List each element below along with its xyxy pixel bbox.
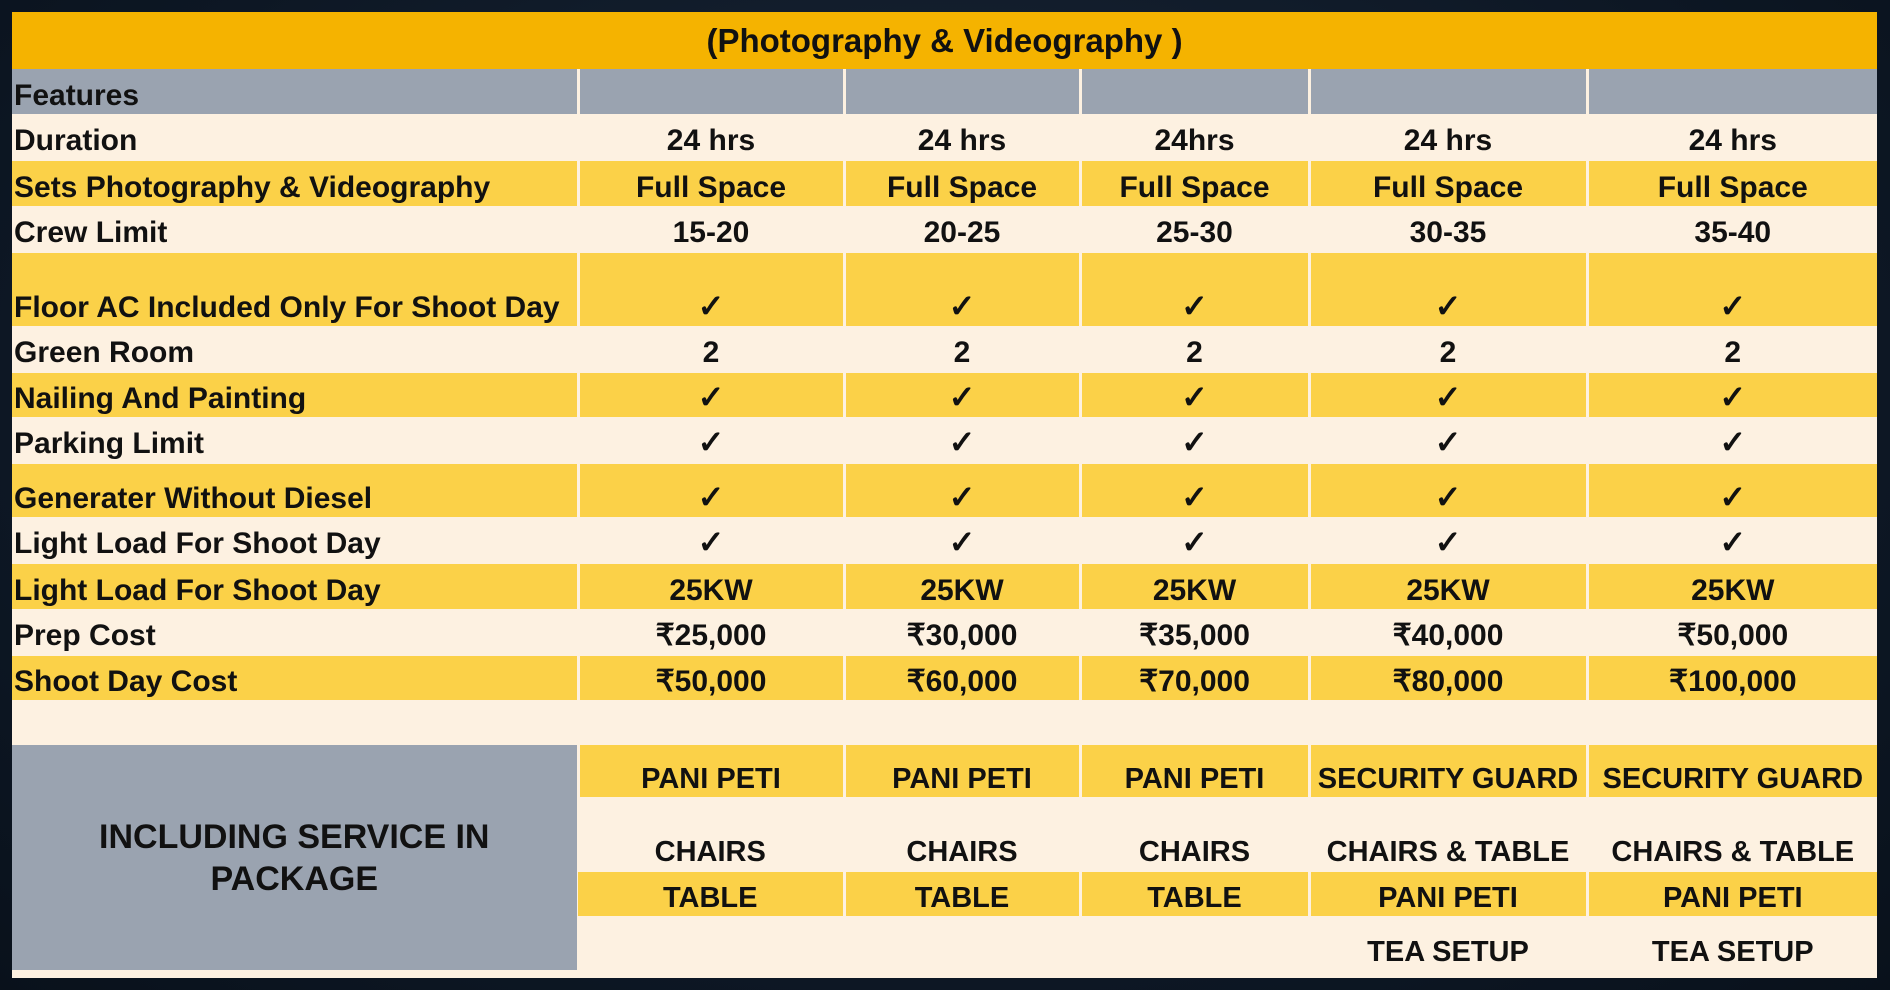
feature-value: Full Space [578, 160, 844, 206]
feature-label: Parking Limit [12, 417, 578, 463]
table-row [12, 160, 1877, 206]
check-icon: ✓ [578, 372, 844, 417]
service-item: CHAIRS [844, 797, 1080, 871]
check-icon: ✓ [1309, 417, 1587, 463]
check-icon: ✓ [1587, 417, 1877, 463]
feature-value: ₹80,000 [1309, 655, 1587, 700]
features-header-row [12, 69, 1877, 114]
feature-value: 25KW [1080, 563, 1309, 609]
service-item: PANI PETI [578, 744, 844, 797]
header-cell-2 [844, 69, 1080, 114]
feature-label: Floor AC Included Only For Shoot Day [12, 252, 578, 326]
package-table [12, 12, 1877, 970]
service-item: SECURITY GUARD [1587, 744, 1877, 797]
feature-value: 25KW [578, 563, 844, 609]
service-item [844, 916, 1080, 970]
feature-value: 35-40 [1587, 206, 1877, 252]
table-row [12, 372, 1877, 417]
feature-value: ₹100,000 [1587, 655, 1877, 700]
service-item: CHAIRS [1080, 797, 1309, 871]
feature-value: 24 hrs [578, 114, 844, 160]
service-item: TEA SETUP [1587, 916, 1877, 970]
check-icon: ✓ [844, 417, 1080, 463]
feature-value: 15-20 [578, 206, 844, 252]
feature-value: Full Space [844, 160, 1080, 206]
check-icon: ✓ [1080, 252, 1309, 326]
table-row [12, 417, 1877, 463]
feature-value: 24 hrs [844, 114, 1080, 160]
feature-label: Sets Photography & Videography [12, 160, 578, 206]
service-item: TABLE [1080, 871, 1309, 916]
check-icon: ✓ [1309, 252, 1587, 326]
feature-label: Prep Cost [12, 609, 578, 655]
check-icon: ✓ [844, 372, 1080, 417]
service-item: TEA SETUP [1309, 916, 1587, 970]
feature-value: ₹60,000 [844, 655, 1080, 700]
check-icon: ✓ [1587, 372, 1877, 417]
header-cell-4 [1309, 69, 1587, 114]
table-row [12, 114, 1877, 160]
feature-label: Green Room [12, 326, 578, 372]
feature-value: 24 hrs [1309, 114, 1587, 160]
check-icon: ✓ [578, 252, 844, 326]
check-icon: ✓ [578, 417, 844, 463]
table-row [12, 517, 1877, 563]
feature-label: Duration [12, 114, 578, 160]
service-item: PANI PETI [1587, 871, 1877, 916]
check-icon: ✓ [1080, 517, 1309, 563]
service-item: CHAIRS [578, 797, 844, 871]
check-icon: ✓ [578, 463, 844, 517]
service-item: SECURITY GUARD [1309, 744, 1587, 797]
service-item: PANI PETI [1309, 871, 1587, 916]
feature-label: Light Load For Shoot Day [12, 563, 578, 609]
feature-value: 2 [578, 326, 844, 372]
table-row [12, 326, 1877, 372]
check-icon: ✓ [1587, 252, 1877, 326]
service-item: TABLE [578, 871, 844, 916]
service-item: CHAIRS & TABLE [1587, 797, 1877, 871]
service-item: PANI PETI [844, 744, 1080, 797]
feature-value: 20-25 [844, 206, 1080, 252]
table-row [12, 609, 1877, 655]
feature-value: 25KW [844, 563, 1080, 609]
feature-value: ₹50,000 [578, 655, 844, 700]
check-icon: ✓ [1080, 417, 1309, 463]
title-row [12, 12, 1877, 69]
check-icon: ✓ [1080, 372, 1309, 417]
check-icon: ✓ [1309, 517, 1587, 563]
check-icon: ✓ [1080, 463, 1309, 517]
including-service-label: INCLUDING SERVICE IN PACKAGE [12, 744, 578, 970]
feature-label: Light Load For Shoot Day [12, 517, 578, 563]
feature-value: 2 [1080, 326, 1309, 372]
feature-value: Full Space [1080, 160, 1309, 206]
check-icon: ✓ [1309, 463, 1587, 517]
feature-value: ₹50,000 [1587, 609, 1877, 655]
table-title: (Photography & Videography ) [12, 12, 1877, 69]
service-item: CHAIRS & TABLE [1309, 797, 1587, 871]
feature-value: 25KW [1309, 563, 1587, 609]
service-row [12, 744, 1877, 797]
check-icon: ✓ [844, 517, 1080, 563]
feature-value: 25-30 [1080, 206, 1309, 252]
feature-value: 2 [1309, 326, 1587, 372]
table-row [12, 206, 1877, 252]
feature-value: ₹40,000 [1309, 609, 1587, 655]
feature-value: 30-35 [1309, 206, 1587, 252]
table-row [12, 655, 1877, 700]
check-icon: ✓ [1587, 463, 1877, 517]
header-cell-3 [1080, 69, 1309, 114]
feature-value: ₹35,000 [1080, 609, 1309, 655]
feature-value: 24 hrs [1587, 114, 1877, 160]
feature-value: 2 [844, 326, 1080, 372]
feature-value: ₹25,000 [578, 609, 844, 655]
features-header: Features [12, 69, 578, 114]
service-item: TABLE [844, 871, 1080, 916]
header-cell-1 [578, 69, 844, 114]
service-item: PANI PETI [1080, 744, 1309, 797]
check-icon: ✓ [1587, 517, 1877, 563]
check-icon: ✓ [1309, 372, 1587, 417]
feature-value: Full Space [1587, 160, 1877, 206]
feature-value: ₹70,000 [1080, 655, 1309, 700]
feature-value: 2 [1587, 326, 1877, 372]
check-icon: ✓ [578, 517, 844, 563]
spacer-row [12, 700, 1877, 744]
feature-label: Crew Limit [12, 206, 578, 252]
feature-value: 25KW [1587, 563, 1877, 609]
feature-label: Shoot Day Cost [12, 655, 578, 700]
feature-label: Nailing And Painting [12, 372, 578, 417]
header-cell-5 [1587, 69, 1877, 114]
feature-label: Generater Without Diesel [12, 463, 578, 517]
feature-value: 24hrs [1080, 114, 1309, 160]
table-row [12, 463, 1877, 517]
service-item [578, 916, 844, 970]
check-icon: ✓ [844, 463, 1080, 517]
check-icon: ✓ [844, 252, 1080, 326]
package-sheet [12, 12, 1877, 978]
service-item [1080, 916, 1309, 970]
table-row [12, 252, 1877, 326]
feature-value: Full Space [1309, 160, 1587, 206]
table-row [12, 563, 1877, 609]
feature-value: ₹30,000 [844, 609, 1080, 655]
